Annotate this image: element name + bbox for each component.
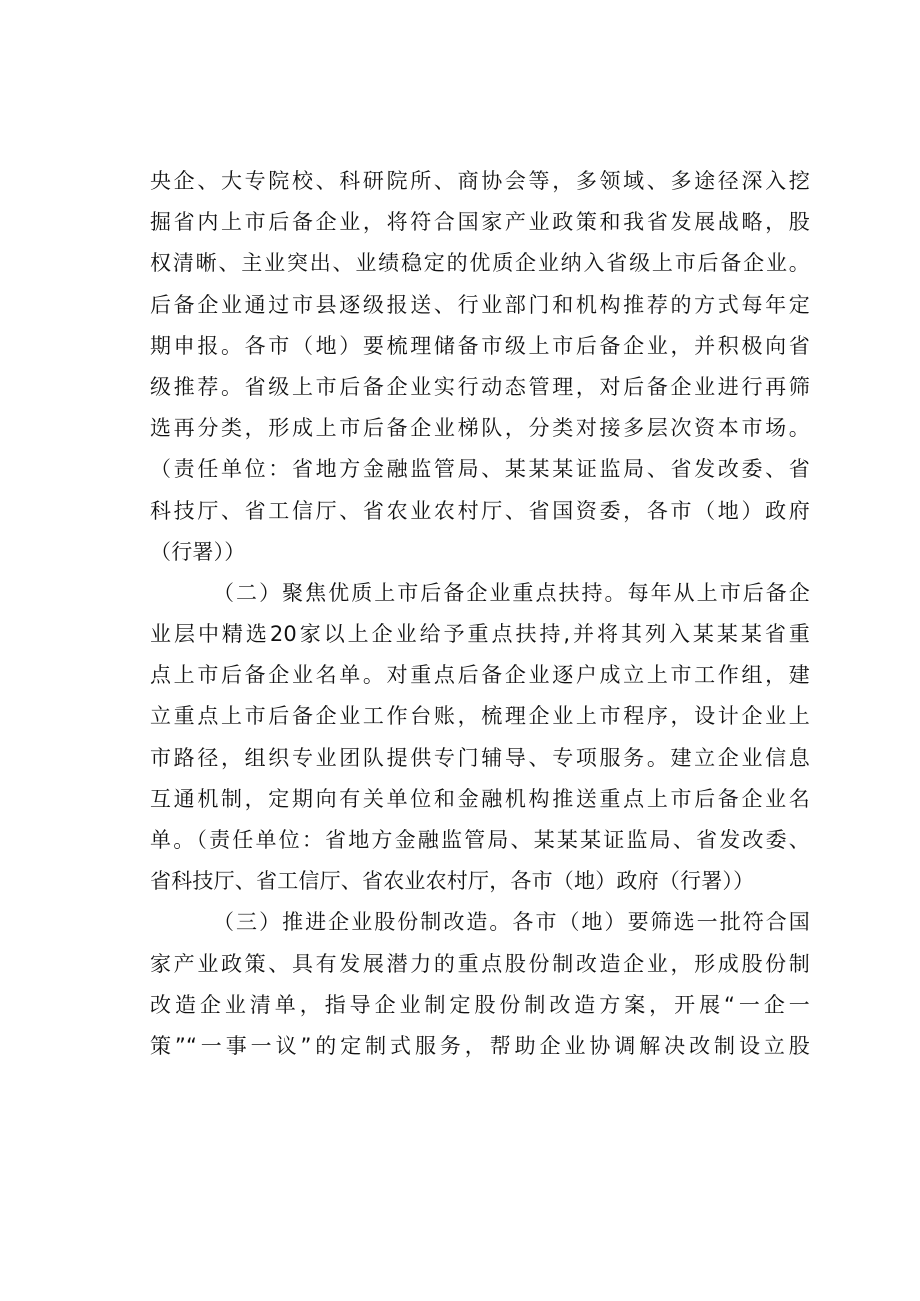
document-body	[150, 161, 810, 1067]
text-line: 单。（责任单位：省地方金融监管局、某某某证监局、省发改委、	[150, 828, 810, 852]
paragraph-3	[150, 902, 810, 1067]
text-line: 选再分类，形成上市后备企业梯队，分类对接多层次资本市场。	[150, 416, 810, 441]
text-line: 科技厅、省工信厅、省农业农村厅、省国资委，各市（地）政府	[150, 498, 810, 523]
text-line: 市路径，组织专业团队提供专门辅导、专项服务。建立企业信息	[150, 745, 810, 770]
text-line: 家产业政策、具有发展潜力的重点股份制改造企业，形成股份制	[150, 951, 810, 976]
text-line: 权清晰、主业突出、业绩稳定的优质企业纳入省级上市后备企业。	[150, 251, 810, 276]
text-line: 互通机制，定期向有关单位和金融机构推送重点上市后备企业名	[150, 786, 810, 811]
paragraph-1	[150, 161, 810, 573]
text-line: 后备企业通过市县逐级报送、行业部门和机构推荐的方式每年定	[150, 292, 810, 317]
text-line: 掘省内上市后备企业，将符合国家产业政策和我省发展战略，股	[150, 210, 810, 235]
text-line: （行署））	[150, 539, 246, 564]
text-line: 业层中精选20家以上企业给予重点扶持,并将其列入某某某省重	[150, 622, 810, 647]
text-line: 立重点上市后备企业工作台账，梳理企业上市程序，设计企业上	[150, 704, 810, 729]
text-line: 央企、大专院校、科研院所、商协会等，多领域、多途径深入挖	[150, 169, 810, 193]
text-line: 改造企业清单，指导企业制定股份制改造方案，开展“一企一	[150, 992, 810, 1017]
text-line: 点上市后备企业名单。对重点后备企业逐户成立上市工作组，建	[150, 663, 810, 688]
text-line: （二）聚焦优质上市后备企业重点扶持。每年从上市后备企	[213, 580, 810, 605]
text-line: （责任单位：省地方金融监管局、某某某证监局、省发改委、省	[150, 457, 810, 482]
paragraph-2	[150, 573, 810, 903]
text-line: 期申报。各市（地）要梳理储备市级上市后备企业，并积极向省	[150, 333, 810, 358]
text-line: 省科技厅、省工信厅、省农业农村厅，各市（地）政府（行署））	[150, 869, 755, 894]
text-line: 级推荐。省级上市后备企业实行动态管理，对后备企业进行再筛	[150, 374, 810, 399]
text-line: 策”“一事一议”的定制式服务，帮助企业协调解决改制设立股	[150, 1033, 810, 1058]
text-line: （三）推进企业股份制改造。各市（地）要筛选一批符合国	[213, 910, 810, 935]
